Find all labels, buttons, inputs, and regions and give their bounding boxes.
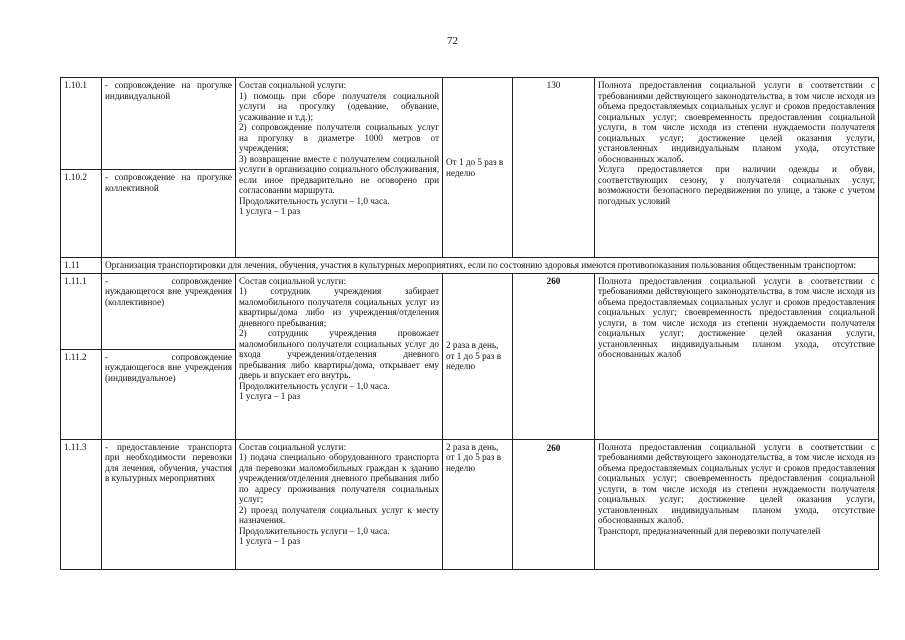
service-frequency: 2 раза в день, от 1 до 5 раз в неделю: [443, 439, 513, 569]
item-name: - сопровождение нуждающегося вне учреждения (индивидуальное): [102, 349, 236, 439]
section-row: [61, 258, 879, 274]
table-row: [61, 273, 879, 349]
description-unit: 1 услуга – 1 раз: [239, 206, 300, 216]
item-name: - сопровождение на прогулке индивидуальной: [102, 78, 236, 170]
description-unit: 1 услуга – 1 раз: [239, 391, 300, 401]
item-name: - предоставление транспорта при необходимости перевозки для лечения, обучения, участия в культурных мероприятиях: [102, 439, 236, 569]
service-frequency: 2 раза в день, от 1 до 5 раз в неделю: [443, 273, 513, 439]
item-name: - сопровождение нуждающегося вне учреждения (коллективное): [102, 273, 236, 349]
description-title: Состав социальной услуги:: [239, 441, 347, 452]
conditions-quality: Полнота предоставления социальной услуги в соответствии с требованиями действующего законодательства, в том числе исходя из объема предоставляемых социальных услуг и сроков предоставления социальных услуг; своевременность предоставления социальной услуги, в том числе исходя из степени нуждаемости получателя социальных услуг; достижение целей оказания услуги, установленных индивидуальным планом ухода, отсутствие обоснованных жалоб.: [598, 80, 875, 164]
table-row: [61, 439, 879, 569]
description-unit: 1 услуга – 1 раз: [239, 536, 300, 546]
section-code: 1.11: [61, 258, 102, 274]
section-title: Организация транспортировки для лечения, обучения, участия в культурных мероприятиях, если по состоянию здоровья имеются противопоказания пользования общественным транспортом:: [102, 258, 879, 274]
item-code: 1.11.1: [61, 273, 102, 349]
description-duration: Продолжительность услуги – 1,0 часа.: [239, 380, 390, 391]
service-price: 130: [513, 78, 595, 258]
description-title: Состав социальной услуги:: [239, 80, 347, 90]
conditions-note: Транспорт, предназначенный для перевозки получателей: [598, 525, 821, 536]
service-description: [236, 78, 443, 258]
conditions-quality: Полнота предоставления социальной услуги в соответствии с требованиями действующего законодательства, в том числе исходя из объема предоставляемых социальных услуг и сроков предоставления социальных услуг; своевременность предоставления социальной услуги, в том числе исходя из степени нуждаемости получателя социальных услуг; достижение целей оказания услуги, установленных индивидуальным планом ухода, отсутствие обоснованных жалоб.: [598, 441, 875, 525]
description-duration: Продолжительность услуги – 1,0 часа.: [239, 525, 390, 536]
item-name: - сопровождение на прогулке коллективной: [102, 170, 236, 258]
description-body: 1) сотрудник учреждения забирает маломобильного получателя социальных услуг из квартиры/дома либо из учреждения/отделения дневного пребывания; 2) сотрудник учреждения провожает маломобильного получателя социальных услуг до входа учреждения/отделения дневного пребывания либо квартиры/дома, открывает ему дверь и впускает его внутрь.: [239, 286, 439, 380]
description-title: Состав социальной услуги:: [239, 275, 347, 286]
services-table: [60, 77, 879, 570]
item-code: 1.11.2: [61, 349, 102, 439]
description-duration: Продолжительность услуги – 1,0 часа.: [239, 195, 390, 206]
service-conditions: [595, 439, 879, 569]
conditions-quality: Полнота предоставления социальной услуги в соответствии с требованиями действующего законодательства, в том числе исходя из объема предоставляемых социальных услуг и сроков предоставления социальных услуг; своевременность предоставления социальной услуги, в том числе исходя из степени нуждаемости получателя социальных услуг; достижение целей оказания услуги, установленных индивидуальным планом ухода, отсутствие обоснованных жалоб: [598, 275, 875, 359]
conditions-note: Услуга предоставляется при наличии одежды и обуви, соответствующих сезону, у получателя социальных услуг, возможности безопасного передвижения по улице, а также с учетом погодных условий: [598, 164, 875, 206]
service-price: 260: [513, 439, 595, 569]
service-conditions: [595, 273, 879, 439]
table-row: [61, 78, 879, 170]
item-code: 1.11.3: [61, 439, 102, 569]
service-description: [236, 273, 443, 439]
service-frequency: От 1 до 5 раз в неделю: [443, 78, 513, 258]
service-price: 260: [513, 273, 595, 439]
service-description: [236, 439, 443, 569]
description-body: 1) подача специально оборудованного транспорта для перевозки маломобильных граждан к зданию учреждения/отделения дневного пребывания либо по адресу проживания получателя социальных услуг; 2) проезд получателя социальных услуг к месту назначения.: [239, 452, 439, 525]
service-conditions: [595, 78, 879, 258]
description-body: 1) помощь при сборе получателя социальной услуги на прогулку (одевание, обувание, усаживание и т.д.); 2) сопровождение получателя социальных услуг на прогулку в диаметре 1000 метров от учреждения; 3) возвращение вместе с получателем социальной услуги в организацию социального обслуживания, если иное предварительно не оговорено при согласовании маршрута.: [239, 90, 439, 195]
page-number: 72: [447, 35, 458, 47]
item-code: 1.10.1: [61, 78, 102, 170]
item-code: 1.10.2: [61, 170, 102, 258]
